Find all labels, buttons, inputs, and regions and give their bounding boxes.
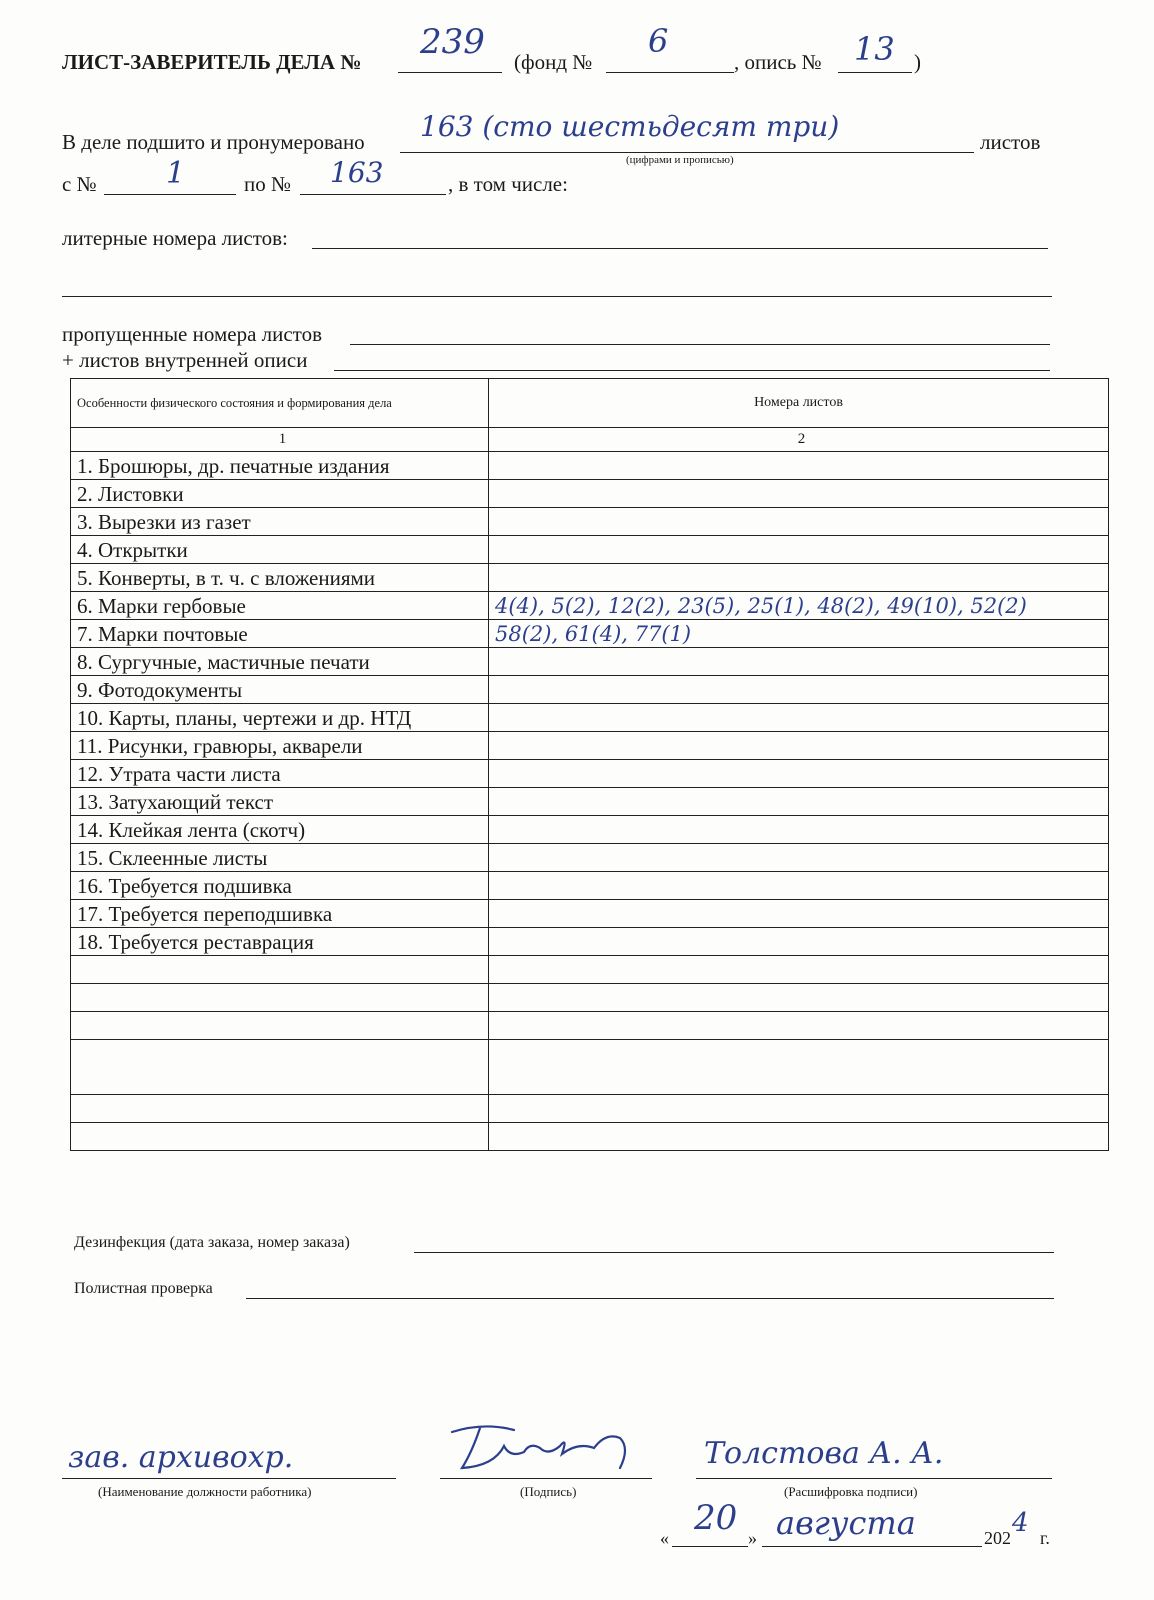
- from-value: 1: [166, 156, 186, 191]
- literal-numbers-line: [312, 248, 1048, 249]
- sheets-value: 163 (сто шестьдесят три): [420, 110, 840, 143]
- position-value: зав. архивохр.: [68, 1440, 294, 1475]
- table-row: [71, 452, 1109, 480]
- opis-label: , опись №: [734, 50, 822, 74]
- table-row: [71, 900, 1109, 928]
- row-label: 9. Фотодокументы: [71, 676, 489, 704]
- position-caption: (Наименование должности работника): [98, 1484, 312, 1499]
- col2-number: 2: [489, 428, 1109, 452]
- table-row: [71, 676, 1109, 704]
- day-line: [672, 1546, 748, 1547]
- disinfection-label: Дезинфекция (дата заказа, номер заказа): [74, 1234, 350, 1251]
- row-value: [489, 900, 1109, 928]
- empty-cell: [489, 1040, 1109, 1095]
- disinfection-line: [414, 1252, 1054, 1253]
- table-row: [71, 788, 1109, 816]
- signature-caption: (Подпись): [520, 1484, 577, 1499]
- empty-cell: [489, 1123, 1109, 1151]
- col2-header: Номера листов: [489, 379, 1109, 428]
- row-value: [489, 788, 1109, 816]
- row-label: 3. Вырезки из газет: [71, 508, 489, 536]
- col1-number: 1: [71, 428, 489, 452]
- table-row: [71, 620, 1109, 648]
- row-value: [489, 564, 1109, 592]
- table-row: [71, 704, 1109, 732]
- row-label: 16. Требуется подшивка: [71, 872, 489, 900]
- col1-header: Особенности физического состояния и формирования дела: [71, 379, 489, 428]
- row-value: [489, 844, 1109, 872]
- row-label: 12. Утрата части листа: [71, 760, 489, 788]
- sheets-note: (цифрами и прописью): [626, 154, 734, 166]
- row-value: [489, 760, 1109, 788]
- row-value: [489, 508, 1109, 536]
- row-label: 5. Конверты, в т. ч. с вложениями: [71, 564, 489, 592]
- table-row: [71, 844, 1109, 872]
- from-line: [104, 194, 236, 195]
- empty-cell: [71, 1040, 489, 1095]
- decoding-value: Толстова А. А.: [704, 1436, 944, 1471]
- row-label: 2. Листовки: [71, 480, 489, 508]
- row-value: [489, 452, 1109, 480]
- empty-cell: [489, 1012, 1109, 1040]
- including-label: , в том числе:: [448, 172, 568, 196]
- row-value: [489, 732, 1109, 760]
- signature-mark: [444, 1418, 644, 1478]
- empty-cell: [71, 1012, 489, 1040]
- fond-number: 6: [648, 22, 669, 60]
- row-value-handwritten: 4(4), 5(2), 12(2), 23(5), 25(1), 48(2), 49(10), 52(2): [489, 592, 1109, 620]
- empty-cell: [71, 1123, 489, 1151]
- empty-row: [71, 1040, 1109, 1095]
- position-line: [62, 1478, 396, 1479]
- row-value: [489, 480, 1109, 508]
- missing-numbers-line: [350, 344, 1050, 345]
- sheets-label: В деле подшито и пронумеровано: [62, 130, 365, 154]
- to-line: [300, 194, 446, 195]
- empty-row: [71, 956, 1109, 984]
- empty-row: [71, 984, 1109, 1012]
- table-row: [71, 928, 1109, 956]
- case-number: 239: [420, 22, 485, 62]
- row-value-handwritten: 58(2), 61(4), 77(1): [489, 620, 1109, 648]
- row-label: 7. Марки почтовые: [71, 620, 489, 648]
- empty-cell: [71, 956, 489, 984]
- row-value: [489, 872, 1109, 900]
- opis-line: [838, 72, 912, 73]
- row-label: 18. Требуется реставрация: [71, 928, 489, 956]
- table-row: [71, 816, 1109, 844]
- row-label: 8. Сургучные, мастичные печати: [71, 648, 489, 676]
- empty-cell: [489, 956, 1109, 984]
- fond-label: (фонд №: [514, 50, 593, 74]
- empty-cell: [489, 984, 1109, 1012]
- row-label: 13. Затухающий текст: [71, 788, 489, 816]
- empty-row: [71, 1012, 1109, 1040]
- row-value: [489, 648, 1109, 676]
- case-number-line: [398, 72, 502, 73]
- table-row: [71, 564, 1109, 592]
- doc-title: ЛИСТ-ЗАВЕРИТЕЛЬ ДЕЛА №: [62, 50, 362, 74]
- empty-cell: [71, 1095, 489, 1123]
- row-label: 15. Склеенные листы: [71, 844, 489, 872]
- empty-row: [71, 1095, 1109, 1123]
- table-row: [71, 760, 1109, 788]
- signature-line: [440, 1478, 652, 1479]
- to-label: по №: [244, 172, 292, 196]
- check-line: [246, 1298, 1054, 1299]
- table-row: [71, 648, 1109, 676]
- row-label: 1. Брошюры, др. печатные издания: [71, 452, 489, 480]
- empty-row: [71, 1123, 1109, 1151]
- literal-numbers-label: литерные номера листов:: [62, 226, 288, 250]
- empty-cell: [71, 984, 489, 1012]
- row-value: [489, 704, 1109, 732]
- table-row: [71, 508, 1109, 536]
- from-label: с №: [62, 172, 97, 196]
- year-printed: 202: [984, 1528, 1011, 1548]
- row-label: 4. Открытки: [71, 536, 489, 564]
- missing-numbers-label: пропущенные номера листов: [62, 322, 322, 346]
- table-row: [71, 592, 1109, 620]
- opis-number: 13: [854, 30, 895, 68]
- date-mid: »: [748, 1528, 757, 1548]
- sheets-line: [400, 152, 974, 153]
- row-value: [489, 816, 1109, 844]
- row-label: 6. Марки гербовые: [71, 592, 489, 620]
- date-open: «: [660, 1528, 669, 1548]
- check-label: Полистная проверка: [74, 1280, 213, 1297]
- year-handwritten: 4: [1012, 1508, 1029, 1538]
- month-line: [762, 1546, 982, 1547]
- row-label: 17. Требуется переподшивка: [71, 900, 489, 928]
- opis-close: ): [914, 50, 921, 74]
- internal-inventory-line: [334, 370, 1050, 371]
- literal-numbers-line-2: [62, 296, 1052, 297]
- table-row: [71, 732, 1109, 760]
- date-day: 20: [694, 1498, 738, 1538]
- row-label: 14. Клейкая лента (скотч): [71, 816, 489, 844]
- row-value: [489, 676, 1109, 704]
- row-value: [489, 928, 1109, 956]
- to-value: 163: [330, 156, 384, 189]
- row-value: [489, 536, 1109, 564]
- date-month: августа: [776, 1504, 916, 1542]
- features-table: [70, 378, 1109, 1151]
- sheets-suffix: листов: [980, 130, 1041, 154]
- empty-cell: [489, 1095, 1109, 1123]
- decoding-line: [696, 1478, 1052, 1479]
- decoding-caption: (Расшифровка подписи): [784, 1484, 918, 1499]
- table-row: [71, 480, 1109, 508]
- row-label: 10. Карты, планы, чертежи и др. НТД: [71, 704, 489, 732]
- fond-line: [606, 72, 734, 73]
- table-row: [71, 536, 1109, 564]
- row-label: 11. Рисунки, гравюры, акварели: [71, 732, 489, 760]
- year-suffix: г.: [1040, 1528, 1050, 1548]
- table-row: [71, 872, 1109, 900]
- internal-inventory-label: + листов внутренней описи: [62, 348, 308, 372]
